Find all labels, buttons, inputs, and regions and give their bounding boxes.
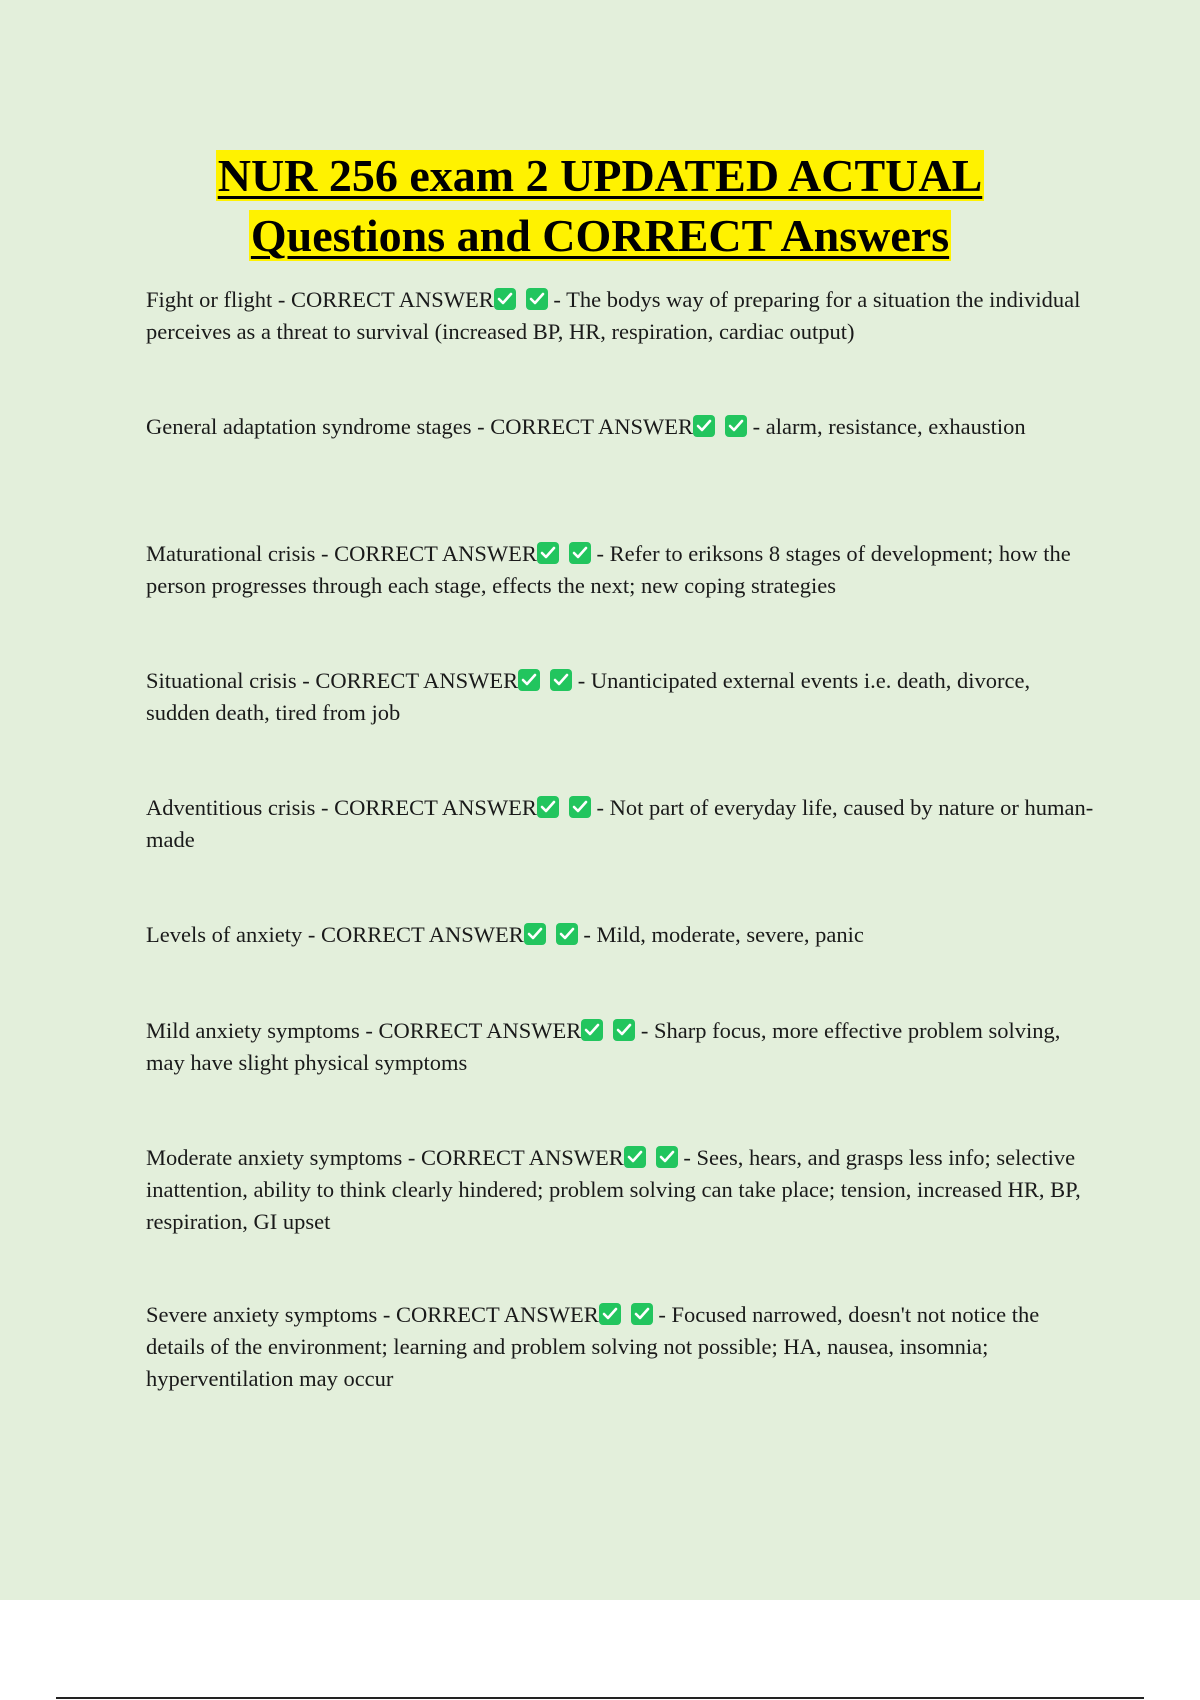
entry-marker: CORRECT ANSWER (320, 922, 524, 947)
qa-entry: Severe anxiety symptoms - CORRECT ANSWER - Focused narrowed, doesn't not notice the details of the environment; learning and problem solving not possible; HA, nausea, insomnia; hyperventilation may occur (146, 1302, 1040, 1391)
entry-marker: CORRECT ANSWER (291, 287, 494, 312)
entry-term: Moderate anxiety symptoms (146, 1145, 403, 1170)
check-icon (550, 669, 572, 691)
entry-marker: CORRECT ANSWER (334, 541, 537, 566)
check-icon (693, 415, 715, 437)
check-icon (518, 669, 540, 691)
qa-entry: General adaptation syndrome stages - CORRECT ANSWER - alarm, resistance, exhaustion (146, 414, 1026, 439)
qa-entry: Moderate anxiety symptoms - CORRECT ANSWER - Sees, hears, and grasps less info; selective inattention, ability to think clearly hindered; problem solving can take place; tension, increased HR, BP, respiration, GI upset (146, 1145, 1081, 1234)
qa-entry: Situational crisis - CORRECT ANSWER - Unanticipated external events i.e. death, divorce, sudden death, tired from job (146, 668, 1031, 725)
qa-entry: Adventitious crisis - CORRECT ANSWER - Not part of everyday life, caused by nature or human-made (146, 795, 1094, 852)
check-icon (725, 415, 747, 437)
title-line-2: Questions and CORRECT Answers (250, 210, 950, 261)
qa-entry: Mild anxiety symptoms - CORRECT ANSWER - Sharp focus, more effective problem solving, may have slight physical symptoms (146, 1018, 1061, 1075)
entry-marker: CORRECT ANSWER (420, 1145, 624, 1170)
check-icon (581, 1019, 603, 1041)
entry-marker: CORRECT ANSWER (490, 414, 694, 439)
entry-marker: CORRECT ANSWER (378, 1018, 582, 1043)
check-icon (599, 1303, 621, 1325)
check-icon (656, 1146, 678, 1168)
entry-answer: Focused narrowed, doesn't not notice the details of the environment; learning and problem solving not possible; HA, nausea, insomnia; hyperventilation may occur (146, 1302, 1040, 1391)
check-icon (624, 1146, 646, 1168)
entry-term: Fight or flight (146, 287, 273, 312)
check-icon (494, 288, 516, 310)
check-icon (537, 542, 559, 564)
entry-answer: Refer to eriksons 8 stages of development; how the person progresses through each stage, effects the next; new coping strategies (146, 541, 1071, 598)
entry-term: Levels of anxiety (146, 922, 303, 947)
entry-term: Maturational crisis (146, 541, 316, 566)
entry-term: Adventitious crisis (146, 795, 316, 820)
qa-entry: Maturational crisis - CORRECT ANSWER - Refer to eriksons 8 stages of development; how the person progresses through each stage, effects the next; new coping strategies (146, 541, 1071, 598)
entry-term: Mild anxiety symptoms (146, 1018, 360, 1043)
entry-term: Severe anxiety symptoms (146, 1302, 378, 1327)
entry-term: General adaptation syndrome stages (146, 414, 472, 439)
entry-answer: Not part of everyday life, caused by nature or human-made (146, 795, 1094, 852)
entry-answer: The bodys way of preparing for a situation the individual perceives as a threat to survival (increased BP, HR, respiration, cardiac output) (146, 287, 1081, 344)
check-icon (631, 1303, 653, 1325)
entry-answer: Sees, hears, and grasps less info; selective inattention, ability to think clearly hindered; problem solving can take place; tension, increased HR, BP, respiration, GI upset (146, 1145, 1081, 1234)
entry-answer: alarm, resistance, exhaustion (765, 414, 1026, 439)
entry-marker: CORRECT ANSWER (315, 668, 519, 693)
page-divider (56, 1697, 1144, 1699)
check-icon (556, 923, 578, 945)
entry-term: Situational crisis (146, 668, 297, 693)
check-icon (526, 288, 548, 310)
check-icon (537, 796, 559, 818)
qa-entry: Fight or flight - CORRECT ANSWER - The bodys way of preparing for a situation the individual perceives as a threat to survival (increased BP, HR, respiration, cardiac output) (146, 287, 1081, 344)
check-icon (569, 542, 591, 564)
check-icon (569, 796, 591, 818)
entry-marker: CORRECT ANSWER (334, 795, 537, 820)
title-line-1: NUR 256 exam 2 UPDATED ACTUAL (217, 150, 983, 201)
check-icon (524, 923, 546, 945)
check-icon (613, 1019, 635, 1041)
entry-answer: Sharp focus, more effective problem solving, may have slight physical symptoms (146, 1018, 1061, 1075)
entry-answer: Unanticipated external events i.e. death, divorce, sudden death, tired from job (146, 668, 1031, 725)
document-title (0, 146, 1200, 266)
entry-answer: Mild, moderate, severe, panic (596, 922, 864, 947)
qa-entry: Levels of anxiety - CORRECT ANSWER - Mild, moderate, severe, panic (146, 922, 864, 947)
entry-marker: CORRECT ANSWER (395, 1302, 599, 1327)
